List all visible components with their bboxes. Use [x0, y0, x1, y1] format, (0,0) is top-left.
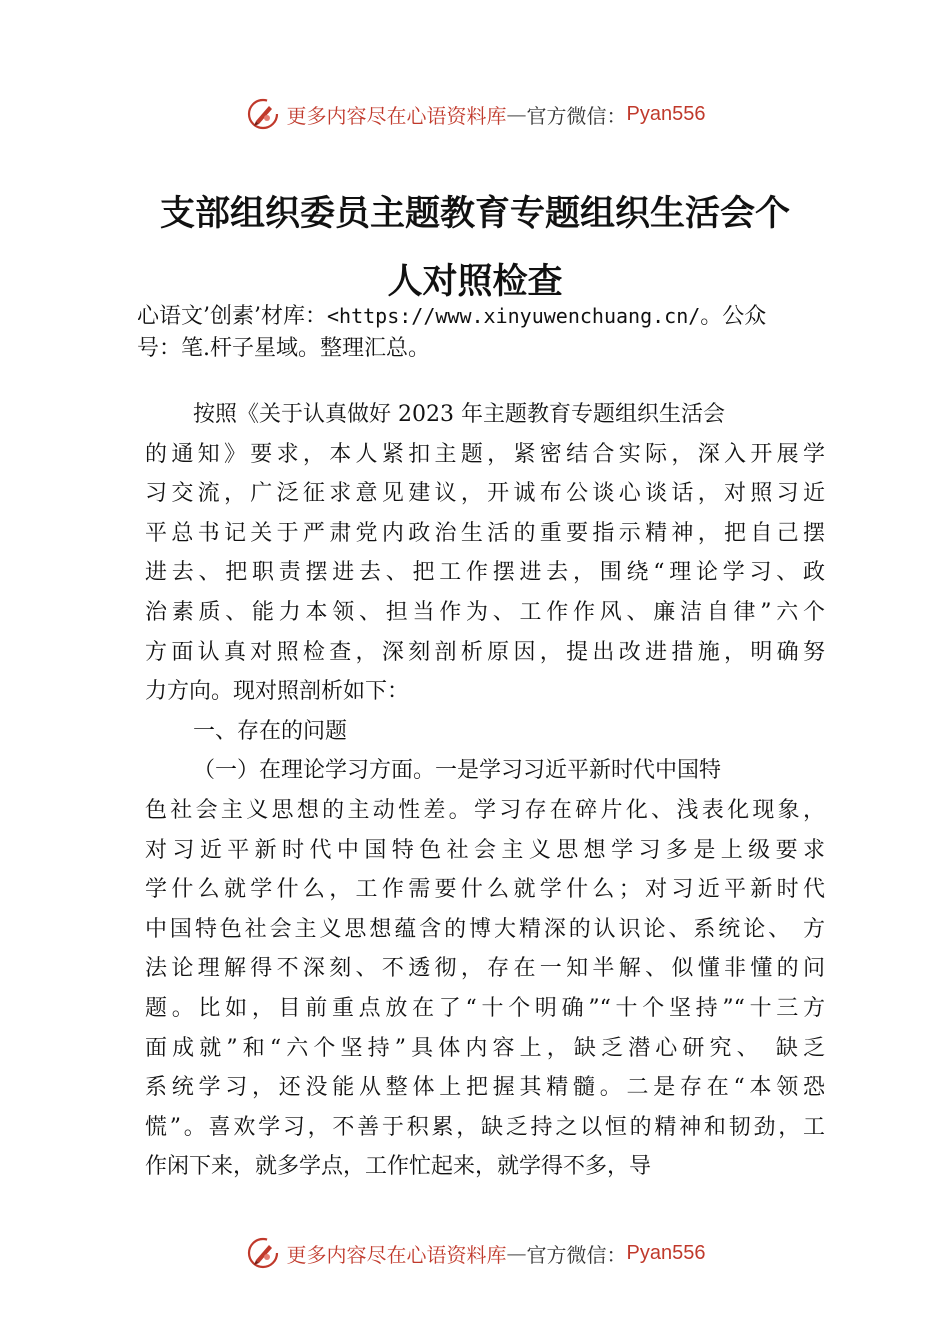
header-banner	[0, 94, 950, 134]
body-line: 力方向。现对照剖析如下：	[145, 679, 410, 705]
banner-wechat-id: Pyan556	[626, 102, 706, 125]
body-line: 面成就”和“六个坚持”具体内容上，缺乏潜心研究、 缺乏	[145, 1035, 825, 1061]
source-url: <https://www.xinyuwenchuang.cn/	[327, 304, 701, 328]
banner-text: 更多内容尽在心语资料库	[286, 1242, 507, 1267]
body-line: 中国特色社会主义思想蕴含的博大精深的认识论、系统论、 方	[145, 916, 825, 942]
footer-banner	[0, 1233, 950, 1273]
source-line-1	[137, 300, 847, 333]
body-line: 进去、把职责摆进去、把工作摆进去，围绕“理论学习、政	[145, 560, 825, 586]
banner-wechat-label: 官方微信：	[526, 103, 627, 128]
body-line: 习交流，广泛征求意见建议，开诚布公谈心谈话，对照习近	[145, 481, 825, 507]
body-line: 法论理解得不深刻、不透彻，存在一知半解、似懂非懂的问	[145, 956, 825, 982]
document-body	[145, 395, 825, 1187]
banner-wechat-id: Pyan556	[626, 1241, 706, 1264]
body-line: 色社会主义思想的主动性差。学习存在碎片化、浅表化现象，	[145, 797, 825, 823]
document-title-line-1: 支部组织委员主题教育专题组织生活会个	[159, 193, 790, 234]
body-line: 平总书记关于严肃党内政治生活的重要指示精神，把自己摆	[145, 520, 825, 546]
body-line: 按照《关于认真做好 2023 年主题教育专题组织生活会	[193, 402, 725, 427]
pen-logo-icon	[245, 96, 281, 132]
body-line: 的通知》要求，本人紧扣主题，紧密结合实际，深入开展学	[145, 441, 825, 467]
body-line: 慌”。喜欢学习，不善于积累，缺乏持之以恒的精神和韧劲，工	[145, 1114, 825, 1140]
body-line: 题。比如，目前重点放在了“十个明确”“十个坚持”“十三方	[145, 995, 825, 1021]
body-line: 系统学习，还没能从整体上把握其精髓。二是存在“本领恐	[145, 1075, 825, 1101]
banner-separator: —	[506, 1241, 527, 1265]
body-line: 作闲下来，就多学点，工作忙起来，就学得不多，导	[145, 1154, 652, 1180]
body-line: 学什么就学什么，工作需要什么就学什么；对习近平新时代	[145, 877, 825, 903]
banner-wechat-label: 官方微信：	[526, 1242, 627, 1267]
pen-logo-icon	[245, 1235, 281, 1271]
section-heading: 一、存在的问题	[193, 718, 348, 744]
body-line: 方面认真对照检查，深刻剖析原因，提出改进措施，明确努	[145, 639, 825, 665]
body-line: 对习近平新时代中国特色社会主义思想学习多是上级要求	[145, 837, 825, 863]
document-title-line-2: 人对照检查	[387, 261, 563, 302]
body-line: 治素质、能力本领、担当作为、工作作风、廉洁自律”六个	[145, 599, 825, 625]
body-line: （一）在理论学习方面。一是学习习近平新时代中国特	[193, 758, 722, 784]
source-suffix: 。公众	[700, 304, 767, 329]
banner-separator: —	[506, 102, 527, 126]
source-note	[137, 300, 847, 365]
source-line-2: 号：笔.杆子星域。整理汇总。	[137, 336, 430, 361]
banner-text: 更多内容尽在心语资料库	[286, 103, 507, 128]
source-prefix: 心语文’创素’材库：	[137, 304, 327, 329]
